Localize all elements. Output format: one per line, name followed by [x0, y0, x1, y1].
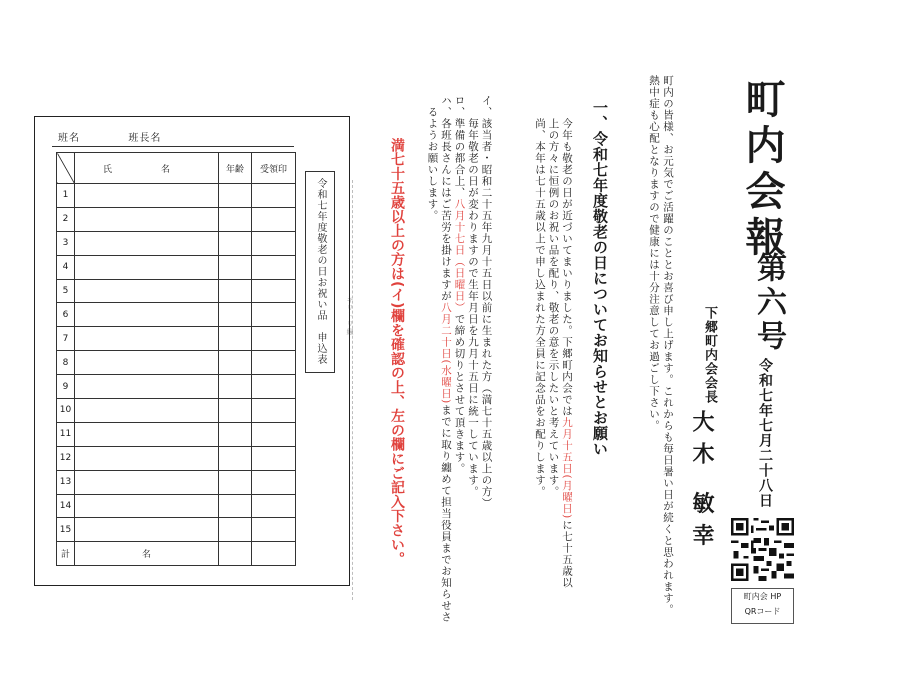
newsletter-title: 町内会報 [739, 78, 785, 262]
row-number: 4 [57, 255, 75, 279]
receipt-cell[interactable] [252, 494, 296, 518]
para1-date: 九月十五日(月曜日) [561, 417, 573, 520]
issue-date: 令和七年七月二十八日 [757, 358, 773, 508]
row-number: 2 [57, 207, 75, 231]
receipt-cell[interactable] [252, 279, 296, 303]
item-ro-a: ロ、準備の都合上、 [453, 95, 466, 199]
item-i: イ、該当者・昭和二十五年九月十五日以前に生まれた方（満七十五歳以上の方） [480, 95, 493, 509]
receipt-cell[interactable] [252, 231, 296, 255]
qr-caption-line1: 町内会 HP [743, 592, 782, 601]
total-receipt-cell [252, 542, 296, 566]
name-cell[interactable] [75, 303, 219, 327]
qr-caption-line2: QRコード [744, 607, 781, 616]
age-cell[interactable] [219, 231, 252, 255]
receipt-cell[interactable] [252, 207, 296, 231]
red-instruction: 満七十五歳以上の方は(イ)欄を確認の上、左の欄にご記入下さい。 [389, 138, 405, 567]
item-i-2: 毎年敬老の日が変わりますので生年月日を九月十五日に統一しています。 [467, 118, 479, 498]
notice-heading: 一、令和七年度敬老の日についてお知らせとお願い [591, 100, 609, 457]
name-cell[interactable] [75, 255, 219, 279]
row-number: 3 [57, 231, 75, 255]
age-cell[interactable] [219, 470, 252, 494]
age-cell[interactable] [219, 494, 252, 518]
receipt-cell[interactable] [252, 399, 296, 423]
row-number: 13 [57, 470, 75, 494]
form-title-box [305, 171, 335, 373]
age-cell[interactable] [219, 375, 252, 399]
item-ro-date: 八月十七日（日曜日） [453, 198, 466, 314]
name-cell[interactable] [75, 375, 219, 399]
greeting-text: 町内の皆様、お元気でご活躍のこととお喜び申し上げます。これからも毎日暑い日が続くと思われます。熱中症も心配となりますので健康には十分注意してお過ごし下さい。 [648, 75, 674, 616]
president-name: 大木 敏幸 [689, 410, 714, 556]
receipt-cell[interactable] [252, 375, 296, 399]
name-cell[interactable] [75, 518, 219, 542]
item-ha-a: ハ、各班長さんにはご苦労を掛けますが [440, 95, 452, 302]
para1-text-b: に七十五歳以上の方々に恒例のお祝い品を配り、敬老の意を示したいと考えています。 [547, 118, 573, 589]
age-cell[interactable] [219, 184, 252, 208]
receipt-cell[interactable] [252, 327, 296, 351]
col-age: 年齢 [219, 153, 252, 184]
receipt-cell[interactable] [252, 303, 296, 327]
row-number: 11 [57, 422, 75, 446]
cut-line [352, 180, 353, 600]
name-cell[interactable] [75, 279, 219, 303]
receipt-cell[interactable] [252, 446, 296, 470]
organization-title: 下郷町内会会長 [702, 306, 717, 404]
group-leader-label: 班長名 [128, 133, 162, 144]
row-number: 7 [57, 327, 75, 351]
group-underline [52, 146, 294, 147]
receipt-cell[interactable] [252, 470, 296, 494]
name-cell[interactable] [75, 351, 219, 375]
receipt-cell[interactable] [252, 422, 296, 446]
age-cell[interactable] [219, 279, 252, 303]
age-cell[interactable] [219, 351, 252, 375]
name-cell[interactable] [75, 327, 219, 351]
total-age-cell [219, 542, 252, 566]
row-number: 15 [57, 518, 75, 542]
row-number: 9 [57, 375, 75, 399]
row-number: 12 [57, 446, 75, 470]
cut-line-label: キリトリ線 [346, 296, 354, 336]
qr-code-icon[interactable] [731, 518, 794, 581]
row-number: 10 [57, 399, 75, 423]
para1-text-a: 今年も敬老の日が近づいてまいりました。下郷町内会では [561, 118, 573, 417]
form-title: 令和七年度敬老の日お祝い品 申込表 [315, 178, 326, 365]
row-number: 14 [57, 494, 75, 518]
age-cell[interactable] [219, 446, 252, 470]
qr-caption-box [731, 588, 794, 624]
age-cell[interactable] [219, 207, 252, 231]
name-cell[interactable] [75, 422, 219, 446]
name-cell[interactable] [75, 399, 219, 423]
receipt-cell[interactable] [252, 255, 296, 279]
item-ha-c: るようお願いします。 [426, 106, 439, 222]
name-cell[interactable] [75, 184, 219, 208]
col-receipt: 受領印 [252, 153, 296, 184]
age-cell[interactable] [219, 518, 252, 542]
col-name: 氏 名 [75, 153, 219, 184]
total-unit: 名 [75, 542, 219, 566]
name-cell[interactable] [75, 446, 219, 470]
para2-text: 尚、本年は七十五歳以上で申し込まれた方全員に記念品をお配りします。 [534, 118, 546, 498]
item-ha-b: までに取り纏めて担当役員までお知らせさ [440, 404, 452, 623]
receipt-cell[interactable] [252, 184, 296, 208]
name-cell[interactable] [75, 231, 219, 255]
notice-items [425, 95, 493, 623]
age-cell[interactable] [219, 327, 252, 351]
application-table [56, 152, 296, 566]
age-cell[interactable] [219, 303, 252, 327]
name-cell[interactable] [75, 494, 219, 518]
name-cell[interactable] [75, 470, 219, 494]
row-number: 5 [57, 279, 75, 303]
name-cell[interactable] [75, 207, 219, 231]
receipt-cell[interactable] [252, 351, 296, 375]
age-cell[interactable] [219, 399, 252, 423]
group-header [58, 129, 161, 144]
group-name-label: 班名 [58, 133, 80, 144]
notice-paragraph [533, 118, 574, 598]
issue-number: 第六号 [751, 252, 786, 354]
receipt-cell[interactable] [252, 518, 296, 542]
row-number: 8 [57, 351, 75, 375]
row-number: 6 [57, 303, 75, 327]
item-ha-date: 八月二十日(水曜日) [440, 302, 452, 405]
age-cell[interactable] [219, 422, 252, 446]
row-number: 1 [57, 184, 75, 208]
total-label: 計 [57, 542, 75, 566]
corner-cell [57, 153, 75, 184]
age-cell[interactable] [219, 255, 252, 279]
item-ro-b: で締め切りとさせて頂きます。 [453, 313, 466, 475]
